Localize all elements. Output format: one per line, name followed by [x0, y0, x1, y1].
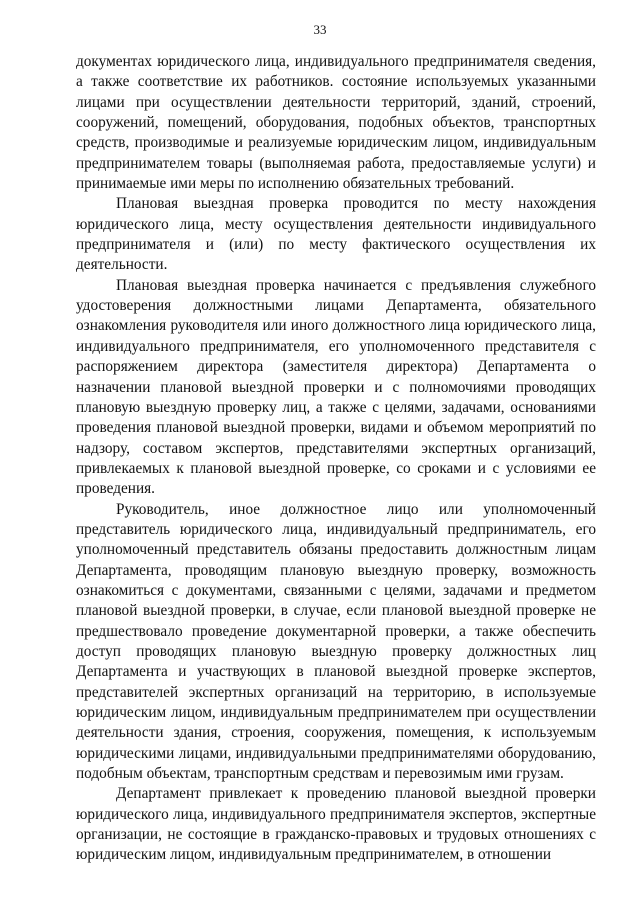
document-body: [76, 52, 596, 866]
paragraph-5: Департамент привлекает к проведению плановой выездной проверки юридического лица, индивидуального предпринимателя экспертов, экспертные организации, не состоящие в гражданско-правовых и трудовых отношениях с юридическим лицом, индивидуальным предпринимателем, в отношении: [76, 785, 596, 864]
page-number: 33: [313, 22, 327, 37]
paragraph-2: Плановая выездная проверка проводится по месту нахождения юридического лица, месту осуществления деятельности индивидуального предпринимателя и (или) по месту фактического осуществления их деятельности.: [76, 195, 596, 274]
paragraph-4: Руководитель, иное должностное лицо или уполномоченный представитель юридического лица, индивидуальный предприниматель, его уполномоченный представитель обязаны предоставить должностным лицам Департамента, проводящим плановую выездную проверку, возможность ознакомиться с документами, связанными с целями, задачами и предметом плановой выездной проверки, в случае, если плановой выездной проверке не предшествовало проведение документарной проверки, а также обеспечить доступ проводящих плановую выездную проверку должностных лиц Департамента и участвующих в плановой выездной проверке экспертов, представителей экспертных организаций на территорию, в используемые юридическим лицом, индивидуальным предпринимателем при осуществлении деятельности здания, строения, сооружения, помещения, к используемым юридическими лицами, индивидуальными предпринимателями оборудованию, подобным объектам, транспортным средствам и перевозимым ими грузам.: [76, 500, 596, 783]
paragraph-1-continued: документах юридического лица, индивидуального предпринимателя сведения, а также соответствие их работников. состояние используемых указанными лицами при осуществлении деятельности территорий, зданий, строений, сооружений, помещений, оборудования, подобных объектов, транспортных средств, производимые и реализуемые юридическим лицом, индивидуальным предпринимателем товары (выполняемая работа, предоставляемые услуги) и принимаемые ими меры по исполнению обязательных требований.: [76, 53, 596, 193]
paragraph-3: Плановая выездная проверка начинается с предъявления служебного удостоверения должностными лицами Департамента, обязательного ознакомления руководителя или иного должностного лица юридического лица, индивидуального предпринимателя, его уполномоченного представителя с распоряжением директора (заместителя директора) Департамента о назначении плановой выездной проверки и с полномочиями проводящих плановую выездную проверку лиц, а также с целями, задачами, основаниями проведения плановой выездной проверки, видами и объемом мероприятий по надзору, составом экспертов, представителями экспертных организаций, привлекаемых к плановой выездной проверке, со сроками и с условиями ее проведения.: [76, 276, 596, 498]
